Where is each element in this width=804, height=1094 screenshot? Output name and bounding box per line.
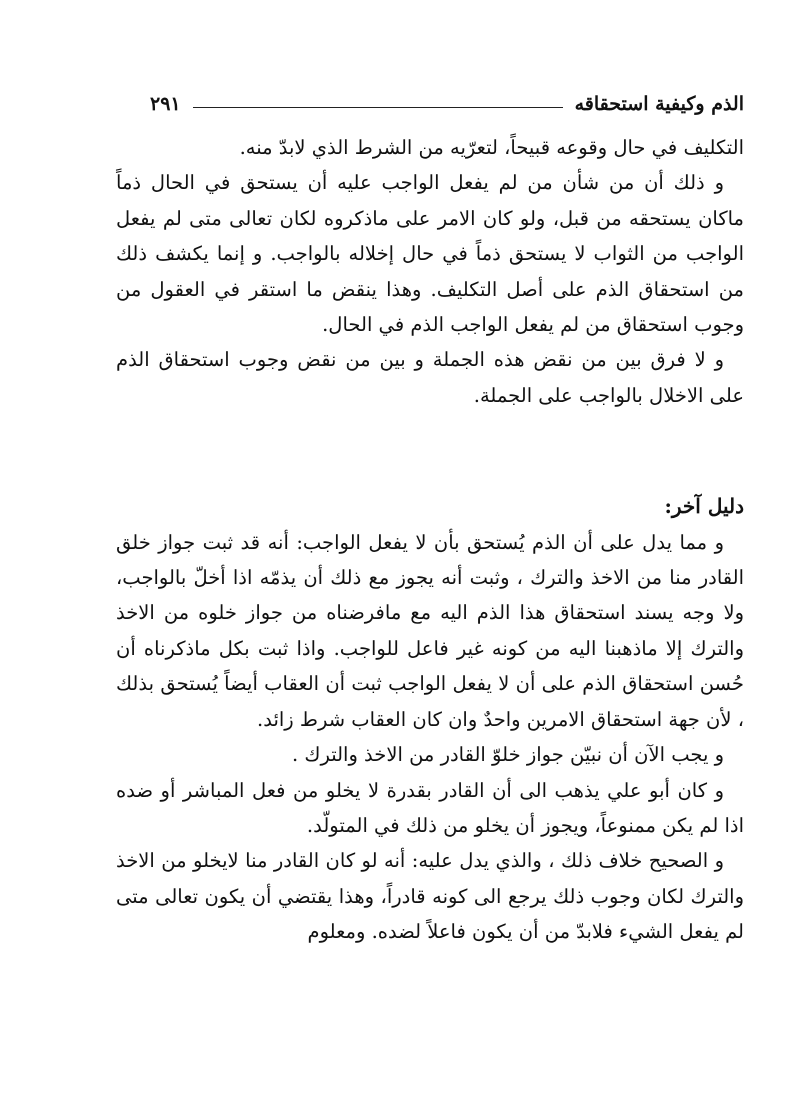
paragraph: و كان أبو علي يذهب الى أن القادر بقدرة لا يخلو من فعل المباشر أو ضده اذا لم يكن ممنوعاً، ويجوز أن يخلو من ذلك في المتولّد. <box>116 778 744 837</box>
header-rule <box>193 107 563 108</box>
running-title: الذم وكيفية استحقاقه <box>574 93 744 115</box>
paragraph: التكليف في حال وقوعه قبيحاً، لتعرّيه من الشرط الذي لابدّ منه. <box>239 136 744 159</box>
running-header <box>150 82 744 118</box>
paragraph: و مما يدل على أن الذم يُستحق بأن لا يفعل الواجب: أنه قد ثبت جواز خلق القادر منا من الاخذ والترك ، وثبت أنه يجوز مع ذلك أن يذمّه اذا أخلّ بالواجب، ولا وجه يسند استحقاق هذا الذم اليه مع مافرضناه من جواز خلوه من الاخذ والترك إلا ماذهبنا اليه من كونه غير فاعل للواجب. واذا ثبت بكل ماذكرناه أن حُسن استحقاق الذم على أن لا يفعل الواجب ثبت أن العقاب أيضاً يُستحق بذلك ، لأن جهة استحقاق الامرين واحدٌ وان كان العقاب شرط زائد. <box>116 530 744 731</box>
page-body <box>116 130 744 950</box>
paragraph: و يجب الآن أن نبيّن جواز خلوّ القادر من الاخذ والترك . <box>291 743 724 767</box>
page-number: ٢٩١ <box>150 93 181 115</box>
section-heading: دليل آخر: <box>664 494 744 519</box>
paragraph: و لا فرق بين من نقض هذه الجملة و بين من نقض وجوب استحقاق الذم على الاخلال بالواجب على الجملة. <box>116 348 744 407</box>
paragraph: و ذلك أن من شأن من لم يفعل الواجب عليه أن يستحق في الحال ذماً ماكان يستحقه من قبل، ولو كان الامر على ماذكروه لكان تعالى متى لم يفعل الواجب من الثواب لا يستحق ذماً في حال إخلاله بالواجب. و إنما يكشف ذلك من استحقاق الذم على أصل التكليف. وهذا ينقض ما استقر في العقول من وجوب استحقاق من لم يفعل الواجب الذم في الحال. <box>116 171 744 337</box>
paragraph: و الصحيح خلاف ذلك ، والذي يدل عليه: أنه لو كان القادر منا لايخلو من الاخذ والترك لكان وجوب ذلك يرجع الى كونه قادراً، وهذا يقتضي أن يكون تعالى متى لم يفعل الشيء فلابدّ من أن يكون فاعلاً لضده. ومعلوم <box>116 849 744 944</box>
